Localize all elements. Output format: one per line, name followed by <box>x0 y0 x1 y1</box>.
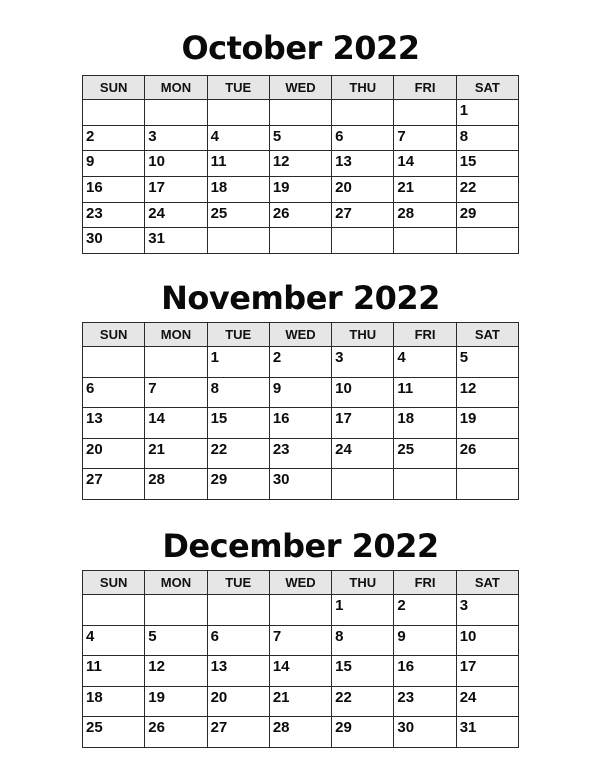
day-cell: 13 <box>207 656 269 687</box>
empty-day-cell <box>269 595 331 626</box>
day-cell: 2 <box>83 125 145 151</box>
week-row <box>83 202 519 228</box>
day-cell: 1 <box>207 347 269 378</box>
day-cell: 25 <box>207 202 269 228</box>
weekday-header: SAT <box>456 323 518 347</box>
day-cell: 3 <box>456 595 518 626</box>
day-cell: 30 <box>83 228 145 254</box>
weekday-header: THU <box>332 571 394 595</box>
day-cell: 7 <box>145 377 207 408</box>
day-cell: 5 <box>456 347 518 378</box>
day-cell: 14 <box>145 408 207 439</box>
empty-day-cell <box>269 100 331 126</box>
empty-day-cell <box>145 347 207 378</box>
weekday-header: TUE <box>207 571 269 595</box>
day-cell: 10 <box>332 377 394 408</box>
day-cell: 19 <box>456 408 518 439</box>
day-cell: 27 <box>83 469 145 500</box>
empty-day-cell <box>83 595 145 626</box>
day-cell: 31 <box>456 717 518 748</box>
week-row <box>83 438 519 469</box>
day-cell: 2 <box>269 347 331 378</box>
weekday-header: SAT <box>456 571 518 595</box>
day-cell: 25 <box>394 438 456 469</box>
weekday-header: FRI <box>394 323 456 347</box>
week-row <box>83 151 519 177</box>
day-cell: 9 <box>83 151 145 177</box>
empty-day-cell <box>145 595 207 626</box>
day-cell: 31 <box>145 228 207 254</box>
day-cell: 12 <box>269 151 331 177</box>
day-cell: 12 <box>456 377 518 408</box>
calendar-grid <box>82 570 519 748</box>
day-cell: 24 <box>456 686 518 717</box>
day-cell: 4 <box>207 125 269 151</box>
empty-day-cell <box>394 469 456 500</box>
calendar-grid <box>82 75 519 254</box>
day-cell: 14 <box>394 151 456 177</box>
weekday-header-row <box>83 323 519 347</box>
week-row <box>83 686 519 717</box>
day-cell: 19 <box>269 177 331 203</box>
week-row <box>83 717 519 748</box>
day-cell: 16 <box>269 408 331 439</box>
day-cell: 27 <box>332 202 394 228</box>
day-cell: 18 <box>394 408 456 439</box>
day-cell: 26 <box>269 202 331 228</box>
empty-day-cell <box>83 347 145 378</box>
day-cell: 3 <box>145 125 207 151</box>
empty-day-cell <box>394 100 456 126</box>
day-cell: 26 <box>456 438 518 469</box>
day-cell: 30 <box>269 469 331 500</box>
month-title: November 2022 <box>161 279 440 317</box>
day-cell: 13 <box>332 151 394 177</box>
weekday-header: FRI <box>394 76 456 100</box>
empty-day-cell <box>332 228 394 254</box>
weekday-header: TUE <box>207 76 269 100</box>
empty-day-cell <box>332 469 394 500</box>
day-cell: 9 <box>394 625 456 656</box>
day-cell: 22 <box>456 177 518 203</box>
day-cell: 21 <box>394 177 456 203</box>
day-cell: 26 <box>145 717 207 748</box>
week-row <box>83 377 519 408</box>
day-cell: 28 <box>269 717 331 748</box>
weekday-header-row <box>83 571 519 595</box>
weekday-header: FRI <box>394 571 456 595</box>
empty-day-cell <box>269 228 331 254</box>
week-row <box>83 408 519 439</box>
week-row <box>83 347 519 378</box>
day-cell: 8 <box>456 125 518 151</box>
day-cell: 20 <box>332 177 394 203</box>
empty-day-cell <box>394 228 456 254</box>
day-cell: 30 <box>394 717 456 748</box>
empty-day-cell <box>83 100 145 126</box>
day-cell: 29 <box>207 469 269 500</box>
week-row <box>83 100 519 126</box>
day-cell: 3 <box>332 347 394 378</box>
day-cell: 27 <box>207 717 269 748</box>
day-cell: 1 <box>456 100 518 126</box>
empty-day-cell <box>456 469 518 500</box>
day-cell: 10 <box>145 151 207 177</box>
day-cell: 21 <box>269 686 331 717</box>
day-cell: 22 <box>207 438 269 469</box>
day-cell: 29 <box>456 202 518 228</box>
week-row <box>83 595 519 626</box>
day-cell: 17 <box>145 177 207 203</box>
day-cell: 28 <box>394 202 456 228</box>
day-cell: 22 <box>332 686 394 717</box>
day-cell: 24 <box>332 438 394 469</box>
weekday-header: WED <box>269 571 331 595</box>
calendar-grid <box>82 322 519 500</box>
day-cell: 23 <box>394 686 456 717</box>
weekday-header: MON <box>145 571 207 595</box>
day-cell: 2 <box>394 595 456 626</box>
day-cell: 1 <box>332 595 394 626</box>
day-cell: 13 <box>83 408 145 439</box>
week-row <box>83 125 519 151</box>
day-cell: 19 <box>145 686 207 717</box>
empty-day-cell <box>207 228 269 254</box>
empty-day-cell <box>207 100 269 126</box>
day-cell: 16 <box>394 656 456 687</box>
day-cell: 4 <box>394 347 456 378</box>
day-cell: 8 <box>207 377 269 408</box>
week-row <box>83 228 519 254</box>
day-cell: 11 <box>394 377 456 408</box>
week-row <box>83 625 519 656</box>
weekday-header: WED <box>269 323 331 347</box>
day-cell: 4 <box>83 625 145 656</box>
weekday-header: SUN <box>83 76 145 100</box>
day-cell: 15 <box>456 151 518 177</box>
empty-day-cell <box>332 100 394 126</box>
day-cell: 28 <box>145 469 207 500</box>
weekday-header: SAT <box>456 76 518 100</box>
day-cell: 6 <box>332 125 394 151</box>
weekday-header: MON <box>145 76 207 100</box>
day-cell: 8 <box>332 625 394 656</box>
day-cell: 20 <box>207 686 269 717</box>
week-row <box>83 469 519 500</box>
empty-day-cell <box>145 100 207 126</box>
day-cell: 18 <box>83 686 145 717</box>
weekday-header: WED <box>269 76 331 100</box>
day-cell: 12 <box>145 656 207 687</box>
weekday-header: MON <box>145 323 207 347</box>
weekday-header: THU <box>332 76 394 100</box>
day-cell: 23 <box>269 438 331 469</box>
day-cell: 24 <box>145 202 207 228</box>
weekday-header: SUN <box>83 323 145 347</box>
day-cell: 23 <box>83 202 145 228</box>
weekday-header: THU <box>332 323 394 347</box>
day-cell: 11 <box>83 656 145 687</box>
day-cell: 29 <box>332 717 394 748</box>
empty-day-cell <box>456 228 518 254</box>
day-cell: 7 <box>394 125 456 151</box>
month-title: October 2022 <box>181 29 420 67</box>
day-cell: 5 <box>145 625 207 656</box>
day-cell: 6 <box>83 377 145 408</box>
day-cell: 16 <box>83 177 145 203</box>
day-cell: 18 <box>207 177 269 203</box>
day-cell: 10 <box>456 625 518 656</box>
day-cell: 20 <box>83 438 145 469</box>
day-cell: 14 <box>269 656 331 687</box>
day-cell: 9 <box>269 377 331 408</box>
day-cell: 5 <box>269 125 331 151</box>
day-cell: 15 <box>207 408 269 439</box>
day-cell: 15 <box>332 656 394 687</box>
day-cell: 21 <box>145 438 207 469</box>
day-cell: 17 <box>332 408 394 439</box>
day-cell: 17 <box>456 656 518 687</box>
week-row <box>83 656 519 687</box>
day-cell: 6 <box>207 625 269 656</box>
month-title: December 2022 <box>162 527 439 565</box>
weekday-header: TUE <box>207 323 269 347</box>
weekday-header-row <box>83 76 519 100</box>
day-cell: 11 <box>207 151 269 177</box>
empty-day-cell <box>207 595 269 626</box>
weekday-header: SUN <box>83 571 145 595</box>
week-row <box>83 177 519 203</box>
day-cell: 7 <box>269 625 331 656</box>
day-cell: 25 <box>83 717 145 748</box>
